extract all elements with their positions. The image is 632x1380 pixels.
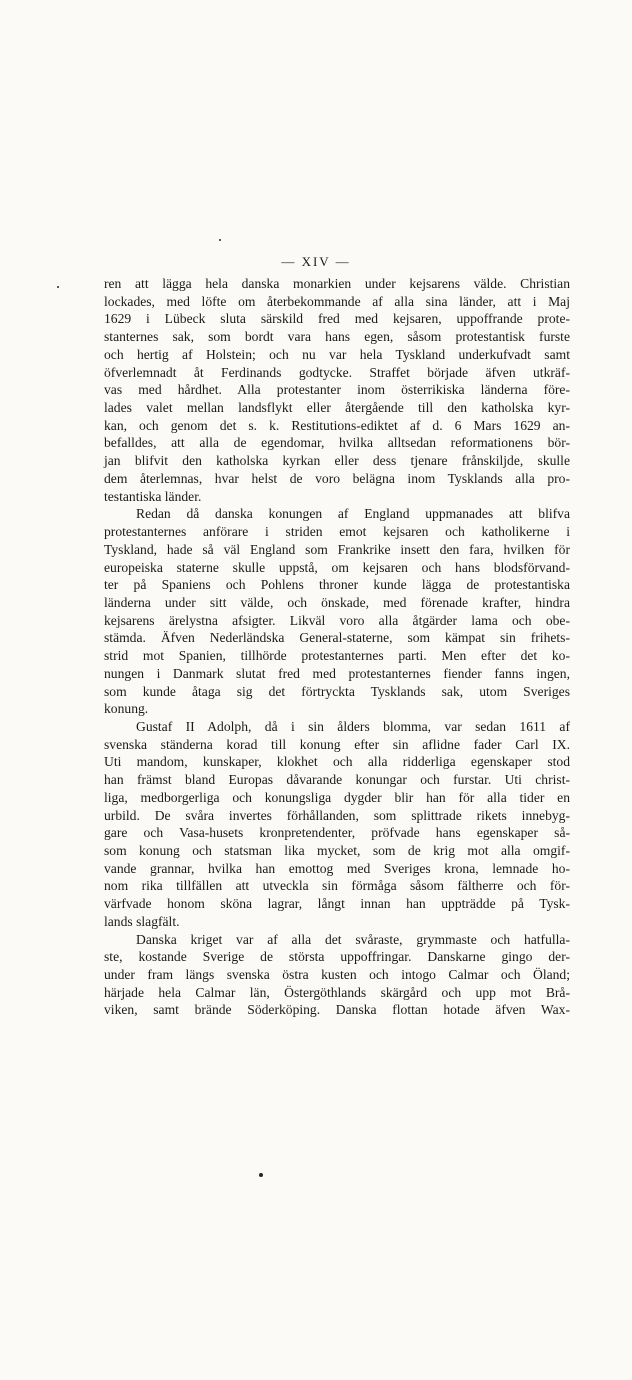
ink-speck bbox=[57, 286, 59, 288]
text-line: ter på Spaniens och Pohlens throner kunde lägga de protestantiska bbox=[104, 577, 570, 593]
text-line: Danska kriget var af alla det svåraste, grymmaste och hatfulla- bbox=[136, 931, 570, 947]
text-line: gare och Vasa-husets kronpretendenter, pröfvade hans egenskaper så- bbox=[104, 825, 570, 841]
text-line: lockades, med löfte om återbekommande af alla sina länder, att i Maj bbox=[104, 293, 570, 309]
text-line: länderna under sitt välde, och önskade, med förenade krafter, hindra bbox=[104, 594, 570, 610]
text-line: Tyskland, hade så väl England som Frankrike insett den fara, hvilken för bbox=[104, 541, 570, 557]
text-line: stanternes sak, som bordt vara hans egen, såsom protestantisk furste bbox=[104, 329, 570, 345]
text-line: Redan då danska konungen af England uppmanades att blifva bbox=[136, 506, 570, 522]
text-line: svenska ständerna korad till konung efter sin aflidne fader Carl IX. bbox=[104, 736, 570, 752]
paragraph bbox=[104, 505, 570, 718]
text-line: lades valet mellan landsflykt eller återgående till den katholska kyr- bbox=[104, 400, 570, 416]
text-line: lands slagfält. bbox=[104, 913, 180, 929]
text-line: Gustaf II Adolph, då i sin ålders blomma, var sedan 1611 af bbox=[136, 718, 570, 734]
text-line: konung. bbox=[104, 701, 149, 717]
text-line: vande grannar, hvilka han emottog med Sveriges krona, lemnade ho- bbox=[104, 860, 570, 876]
ink-speck bbox=[259, 1173, 263, 1177]
text-line: kan, och genom det s. k. Restitutions-ediktet af d. 6 Mars 1629 an- bbox=[104, 417, 570, 433]
text-line: Uti mandom, kunskaper, klokhet och alla ridderliga egenskaper stod bbox=[104, 754, 570, 770]
text-line: strid mot Spanien, tillhörde protestanternes parti. Men efter det ko- bbox=[104, 648, 570, 664]
text-line: nom rika tillfällen att utveckla sin förmåga såsom fältherre och för- bbox=[104, 878, 570, 894]
text-line: och hertig af Holstein; och nu var hela Tyskland underkufvadt samt bbox=[104, 346, 570, 362]
text-line: värfvade honom sköna lagrar, långt innan han uppträdde på Tysk- bbox=[104, 896, 570, 912]
text-line: dem återlemnas, hvar helst de voro belägna inom Tysklands alla pro- bbox=[104, 470, 570, 486]
text-line: jan blifvit den katholska kyrkan eller dess tjenare frånskiljde, skulle bbox=[104, 453, 570, 469]
text-line: urbild. De svåra invertes förhållanden, som splittrade rikets innebyg- bbox=[104, 807, 570, 823]
text-line: öfverlemnadt åt Ferdinands godtycke. Straffet började äfven utkräf- bbox=[104, 364, 570, 380]
text-line: härjade hela Calmar län, Östergöthlands skärgård och upp mot Brå- bbox=[104, 984, 570, 1000]
text-line: viken, samt brände Söderköping. Danska flottan hotade äfven Wax- bbox=[104, 1002, 570, 1018]
text-line: stämda. Äfven Nederländska General-staterne, som kämpat sin frihets- bbox=[104, 630, 570, 646]
text-line: kejsarens ärelystna afsigter. Likväl voro alla åtgärder lama och obe- bbox=[104, 612, 570, 628]
paragraph bbox=[104, 275, 570, 505]
text-line: ste, kostande Sverige de största uppoffringar. Danskarne gingo der- bbox=[104, 949, 570, 965]
text-line: befalldes, att alla de egendomar, hvilka alltsedan reformationens bör- bbox=[104, 435, 570, 451]
text-line: protestanternes anförare i striden emot kejsaren och katholikerne i bbox=[104, 524, 570, 540]
text-line: europeiska staterne skulle uppstå, om kejsaren och hans blodsförvand- bbox=[104, 559, 570, 575]
text-line: liga, medborgerliga och konungsliga dygder blir han för alla tider en bbox=[104, 789, 570, 805]
text-line: vas med hårdhet. Alla protestanter inom österrikiska länderna före- bbox=[104, 382, 570, 398]
text-line: under fram längs svenska östra kusten och intogo Calmar och Öland; bbox=[104, 967, 570, 983]
paragraph bbox=[104, 931, 570, 1020]
text-line: testantiska länder. bbox=[104, 488, 202, 504]
text-line: 1629 i Lübeck sluta särskild fred med kejsaren, uppoffrande prote- bbox=[104, 311, 570, 327]
page-number: — XIV — bbox=[281, 254, 351, 269]
body-text bbox=[104, 275, 570, 1019]
text-line: som kunde åtaga sig det förtryckta Tysklands sak, utom Sveriges bbox=[104, 683, 570, 699]
text-line: han främst bland Europas dåvarande konungar och furstar. Uti christ- bbox=[104, 772, 570, 788]
ink-speck bbox=[219, 239, 221, 241]
paragraph bbox=[104, 718, 570, 931]
text-line: nungen i Danmark slutat fred med protestanternes fiender fanns ingen, bbox=[104, 665, 570, 681]
text-line: ren att lägga hela danska monarkien under kejsarens välde. Christian bbox=[104, 276, 570, 291]
text-line: som konung och statsman lika mycket, som de krig mot alla omgif- bbox=[104, 843, 570, 858]
